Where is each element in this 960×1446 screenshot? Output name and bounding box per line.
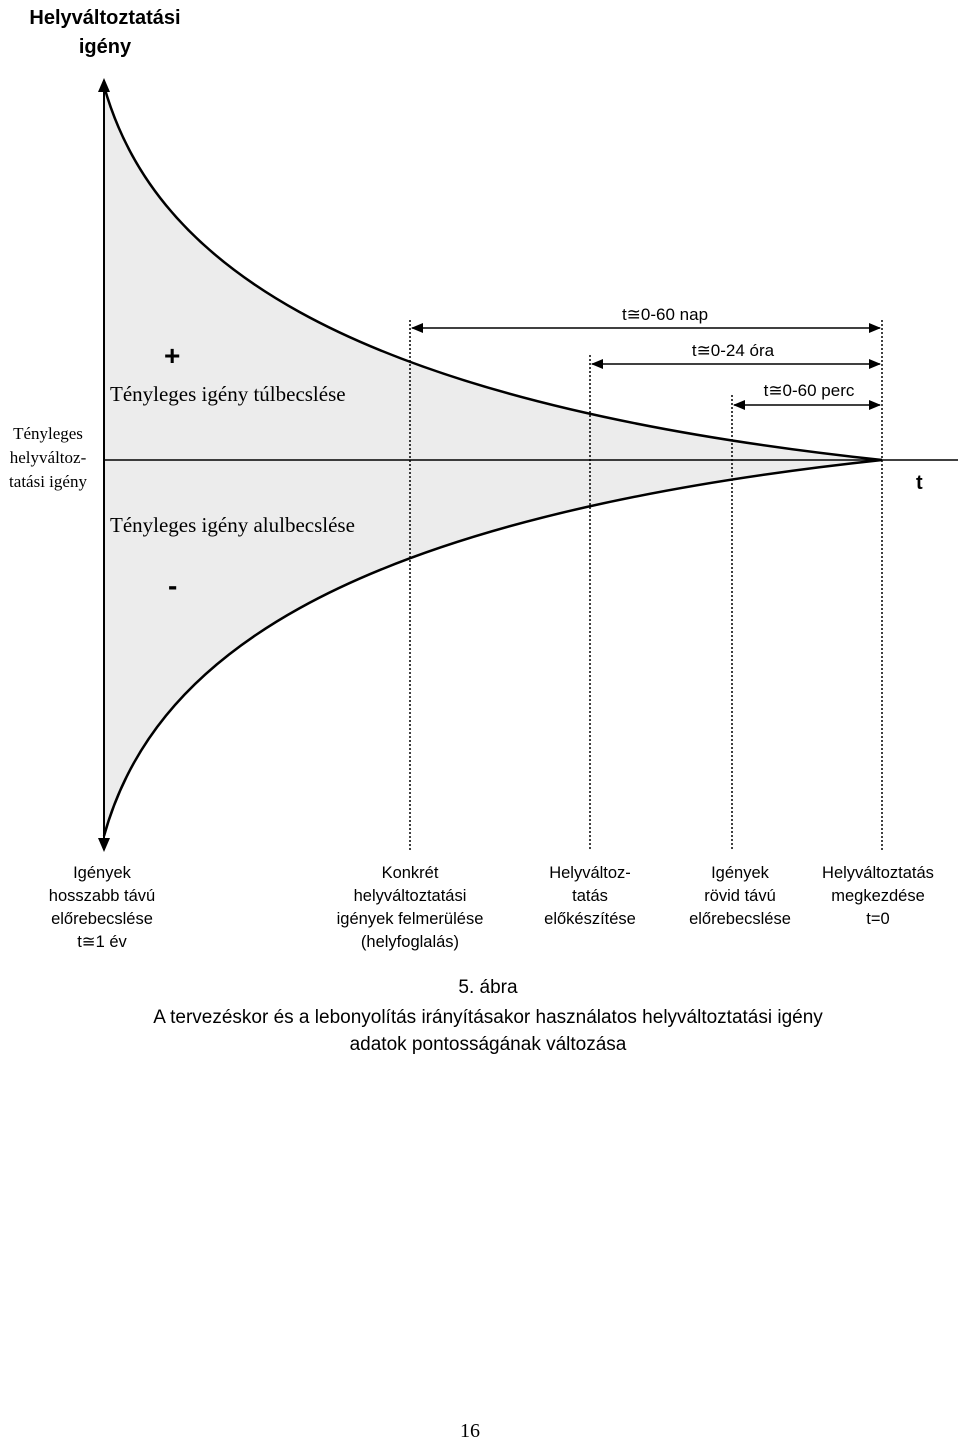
interval-label-24-ora: t≅0-24 óra [691,341,775,360]
figure-caption: A tervezéskor és a lebonyolítás irányításakor használatos helyváltoztatási igény adatok pontosságának változása [153,1007,823,1055]
minus-sign: - [168,570,178,601]
stage-label-start: Helyváltoztatás megkezdése t=0 [822,864,934,928]
y-axis-title: Helyváltoztatási igény [29,7,181,58]
stage-label-booking: Konkrét helyváltoztatási igények felmerülése (helyfoglalás) [336,864,484,951]
funnel-area [104,86,882,836]
x-axis-label: t [916,472,923,494]
interval-label-60-nap: t≅0-60 nap [621,305,709,324]
plus-sign: + [164,340,181,371]
underestimate-label: Tényleges igény alulbecslése [110,513,355,537]
stage-label-long-term: Igények hosszabb távú előrebecslése t≅1 év [48,864,156,951]
vertical-axis-top-arrow [98,78,110,92]
interval-label-60-perc: t≅0-60 perc [763,381,855,400]
figure-number: 5. ábra [458,977,518,998]
stage-label-short-term: Igények rövid távú előrebecslése [689,864,791,928]
page-number: 16 [460,1420,480,1442]
baseline-label: Tényleges helyváltoz- tatási igény [9,424,87,491]
overestimate-label: Tényleges igény túlbecslése [110,382,346,406]
vertical-axis-bottom-arrow [98,838,110,852]
stage-label-preparation: Helyváltoz- tatás előkészítése [544,864,636,928]
